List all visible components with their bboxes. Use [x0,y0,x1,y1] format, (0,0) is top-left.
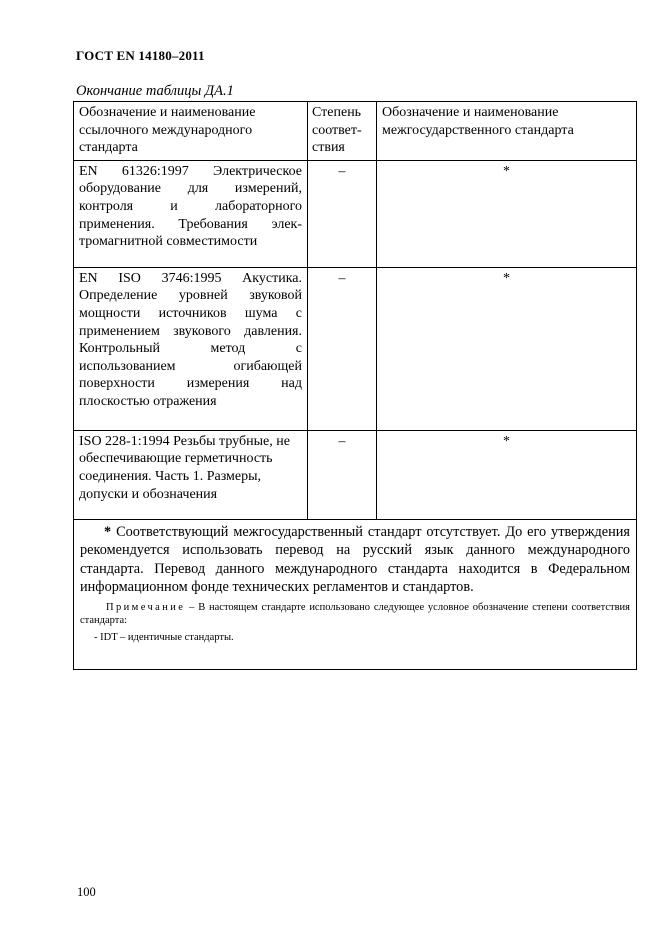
column-header-international: Обозначение и наименование ссылочного международного стандарта [74,102,308,161]
footnote [80,523,630,597]
cell-degree: – [308,160,377,267]
page-header-standard-code: ГОСТ EN 14180–2011 [76,48,205,63]
note-label: Примечание [106,601,186,613]
cell-international-standard: EN ISO 3746:1995 Акустика. Определение уровней звуковой мощности источников шума с применением звукового давления. Контрольный метод с использованием огибающей поверхности измерения над плоскостью отражения [74,267,308,430]
page-number: 100 [77,885,96,899]
cell-degree: – [308,430,377,519]
cell-interstate-standard: * [377,160,637,267]
table-row [74,267,637,430]
cell-degree: – [308,267,377,430]
cell-interstate-standard: * [377,430,637,519]
correspondence-table [73,101,637,670]
note-text: – В настоящем стандарте использовано следующее условное обозначение степени соответствия стандарта: [80,601,631,626]
cell-interstate-standard: * [377,267,637,430]
footnote-marker: * [104,523,112,540]
table-caption: Окончание таблицы ДА.1 [76,83,234,99]
note-item-idt: - IDT – идентичные стандарты. [94,631,234,643]
table-row [74,430,637,519]
note [80,601,630,627]
column-header-interstate: Обозначение и наименование межгосударственного стандарта [377,102,637,161]
table-header-row [74,102,637,161]
footnote-cell [74,519,637,669]
footnote-text: Соответствующий межгосударственный стандарт отсутствует. До его утверждения рекомендуется использовать перевод на русский язык данного международного стандарта. Перевод данного международного стандарта находится в Федеральном информационном фонде технических регламентов и стандартов. [80,523,630,596]
cell-international-standard: ISO 228-1:1994 Резьбы трубные, не обеспечивающие герметичность соединения. Часть 1. Размеры, допуски и обозначения [74,430,308,519]
footnote-row [74,519,637,669]
cell-international-standard: EN 61326:1997 Электрическое оборудование для измерений, контроля и лабораторного применения. Требования элек-тромагнитной совместимости [74,160,308,267]
column-header-degree: Степень соответ-ствия [308,102,377,161]
table-row [74,160,637,267]
